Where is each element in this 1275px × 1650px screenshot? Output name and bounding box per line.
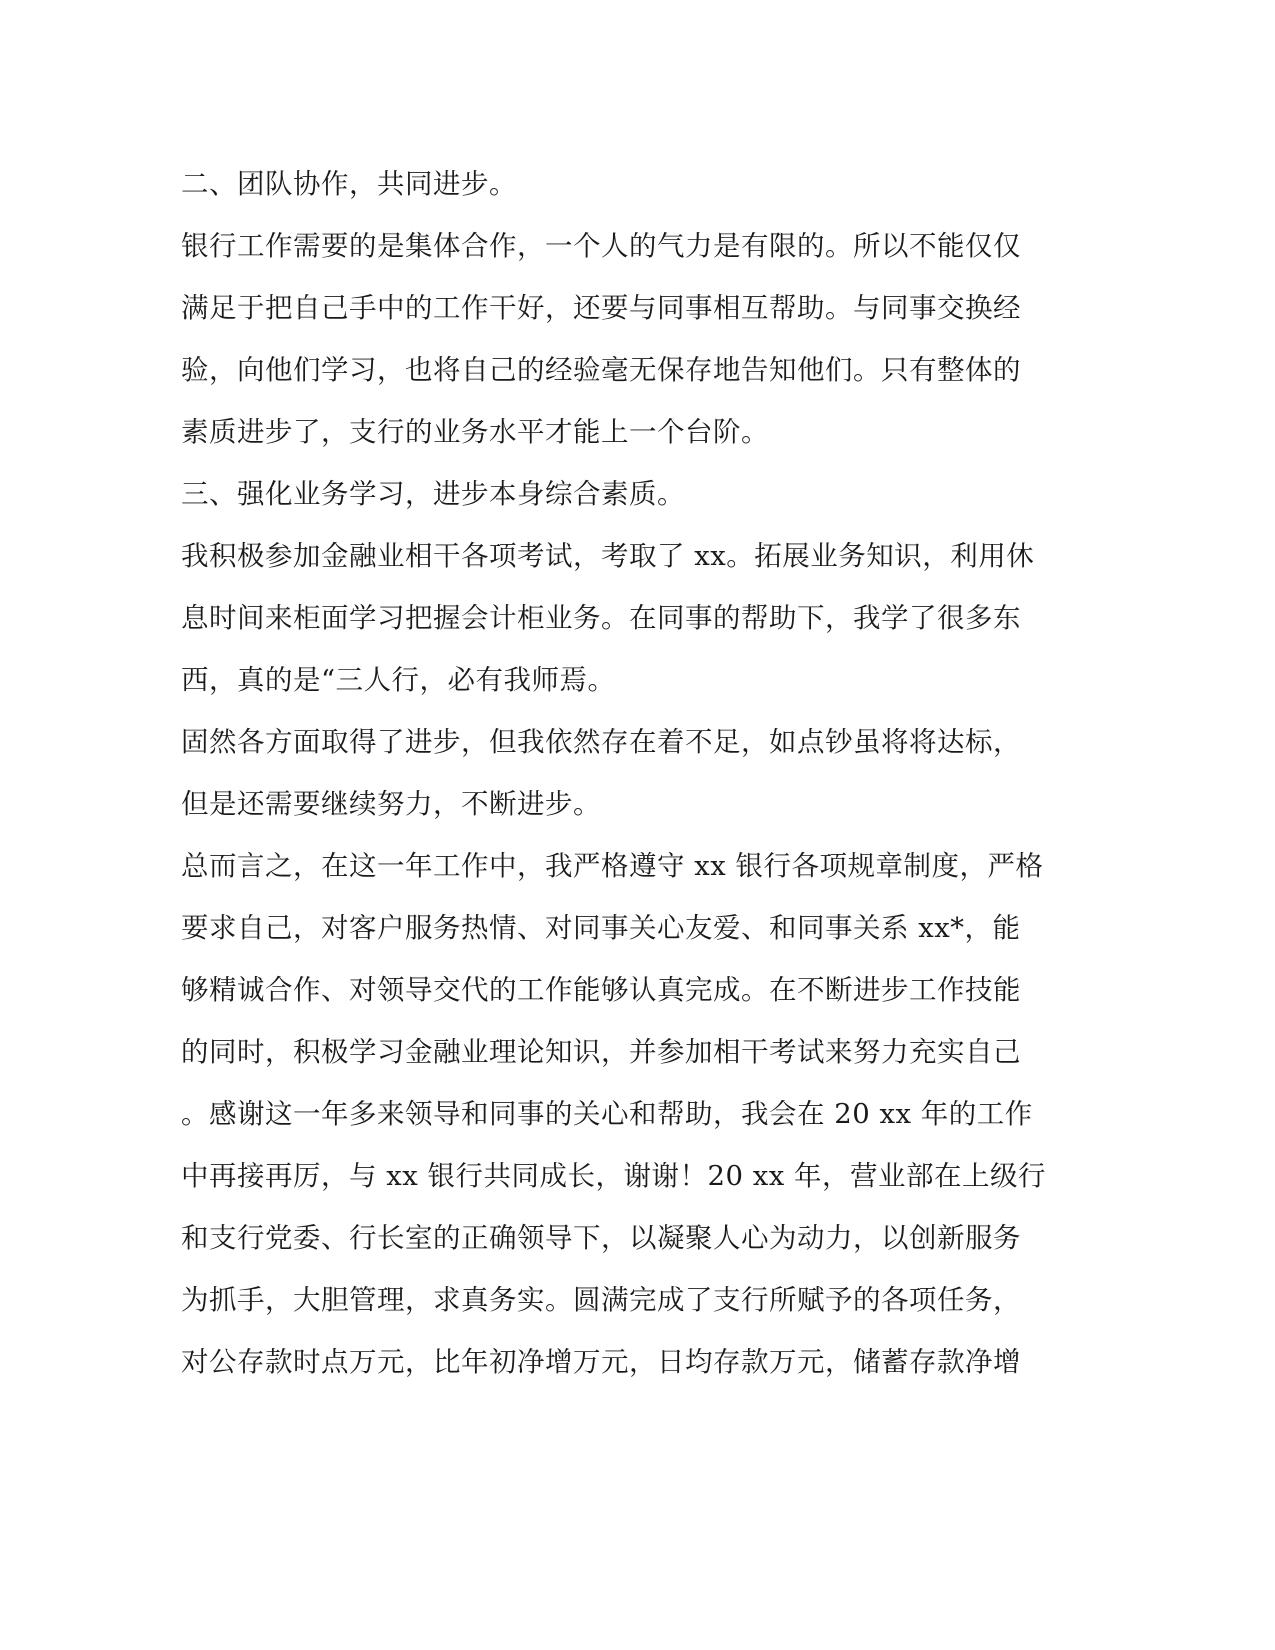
paragraph-line: 总而言之，在这一年工作中，我严格遵守 xx 银行各项规章制度，严格 [181,850,1044,882]
paragraph-line: 。感谢这一年多来领导和同事的关心和帮助，我会在 20 xx 年的工作 [181,1098,1033,1130]
section-heading-teamwork: 二、团队协作，共同进步。 [181,168,517,200]
paragraph-line: 但是还需要继续努力，不断进步。 [181,788,601,820]
paragraph-line: 西，真的是“三人行，必有我师焉。 [181,664,616,696]
paragraph-line: 够精诚合作、对领导交代的工作能够认真完成。在不断进步工作技能 [181,974,1021,1006]
paragraph-line: 对公存款时点万元，比年初净增万元，日均存款万元，储蓄存款净增 [181,1346,1021,1378]
paragraph-line: 固然各方面取得了进步，但我依然存在着不足，如点钞虽将将达标， [181,726,1021,758]
paragraph-line: 中再接再厉，与 xx 银行共同成长，谢谢！20 xx 年，营业部在上级行 [181,1160,1046,1192]
paragraph-line: 素质进步了，支行的业务水平才能上一个台阶。 [181,416,769,448]
paragraph-line: 我积极参加金融业相干各项考试，考取了 xx。拓展业务知识，利用休 [181,540,1035,572]
paragraph-line: 满足于把自己手中的工作干好，还要与同事相互帮助。与同事交换经 [181,292,1021,324]
paragraph-line: 银行工作需要的是集体合作，一个人的气力是有限的。所以不能仅仅 [181,230,1021,262]
section-heading-study: 三、强化业务学习，进步本身综合素质。 [181,478,685,510]
paragraph-line: 的同时，积极学习金融业理论知识，并参加相干考试来努力充实自己 [181,1036,1021,1068]
paragraph-line: 和支行党委、行长室的正确领导下，以凝聚人心为动力，以创新服务 [181,1222,1021,1254]
paragraph-line: 验，向他们学习，也将自己的经验毫无保存地告知他们。只有整体的 [181,354,1021,386]
paragraph-line: 要求自己，对客户服务热情、对同事关心友爱、和同事关系 xx*，能 [181,912,1021,944]
paragraph-line: 息时间来柜面学习把握会计柜业务。在同事的帮助下，我学了很多东 [181,602,1021,634]
paragraph-line: 为抓手，大胆管理，求真务实。圆满完成了支行所赋予的各项任务， [181,1284,1021,1316]
